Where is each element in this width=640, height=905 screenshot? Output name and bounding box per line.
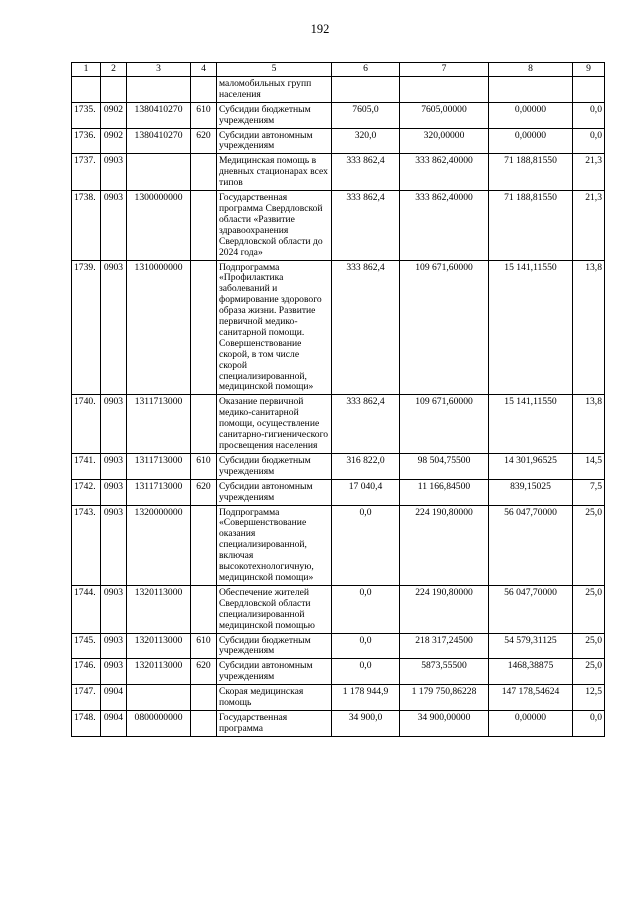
- item-name-cell: Субсидии бюджетным учреждениям: [217, 102, 332, 128]
- executed-amount-cell: 1468,38875: [489, 659, 573, 685]
- row-number-cell: 1740.: [72, 395, 101, 454]
- approved-amount-cell: 333 862,4: [332, 154, 400, 191]
- budget-plan-cell: 224 190,80000: [400, 505, 489, 585]
- expense-type-cell: [191, 154, 217, 191]
- section-code-cell: 0903: [101, 479, 127, 505]
- section-code-cell: 0902: [101, 102, 127, 128]
- table-row: [72, 633, 605, 659]
- expense-type-cell: [191, 191, 217, 260]
- executed-amount-cell: 839,15025: [489, 479, 573, 505]
- executed-amount-cell: 15 141,11550: [489, 395, 573, 454]
- executed-amount-cell: 0,00000: [489, 128, 573, 154]
- approved-amount-cell: 333 862,4: [332, 191, 400, 260]
- item-name-cell: Государственная программа: [217, 710, 332, 736]
- approved-amount-cell: 0,0: [332, 585, 400, 633]
- row-number-cell: 1746.: [72, 659, 101, 685]
- executed-amount-cell: 0,00000: [489, 102, 573, 128]
- table-row: [72, 154, 605, 191]
- executed-amount-cell: 0,00000: [489, 710, 573, 736]
- row-number-cell: 1743.: [72, 505, 101, 585]
- approved-amount-cell: 333 862,4: [332, 395, 400, 454]
- row-number-cell: 1738.: [72, 191, 101, 260]
- item-name-cell: Субсидии бюджетным учреждениям: [217, 633, 332, 659]
- table-row: [72, 710, 605, 736]
- item-name-cell: Оказание первичной медико-санитарной помощи, осуществление санитарно-гигиенического просвещения населения: [217, 395, 332, 454]
- budget-plan-cell: 1 179 750,86228: [400, 685, 489, 711]
- row-number-cell: 1744.: [72, 585, 101, 633]
- expense-type-cell: 610: [191, 102, 217, 128]
- section-code-cell: 0902: [101, 128, 127, 154]
- row-number-cell: 1736.: [72, 128, 101, 154]
- table-row: [72, 191, 605, 260]
- execution-percent-cell: 0,0: [573, 128, 605, 154]
- item-name-cell: Субсидии автономным учреждениям: [217, 479, 332, 505]
- section-code-cell: [101, 76, 127, 102]
- table-row: [72, 128, 605, 154]
- row-number-cell: 1741.: [72, 453, 101, 479]
- execution-percent-cell: 13,8: [573, 260, 605, 395]
- expense-type-cell: [191, 76, 217, 102]
- budget-plan-cell: 333 862,40000: [400, 154, 489, 191]
- item-name-cell: Субсидии бюджетным учреждениям: [217, 453, 332, 479]
- expense-type-cell: 610: [191, 453, 217, 479]
- header-cell: 9: [573, 63, 605, 77]
- row-number-cell: 1737.: [72, 154, 101, 191]
- target-article-cell: 1320113000: [127, 633, 191, 659]
- section-code-cell: 0903: [101, 633, 127, 659]
- section-code-cell: 0903: [101, 260, 127, 395]
- target-article-cell: 0800000000: [127, 710, 191, 736]
- expense-type-cell: 620: [191, 659, 217, 685]
- section-code-cell: 0903: [101, 659, 127, 685]
- target-article-cell: 1320000000: [127, 505, 191, 585]
- budget-plan-cell: 224 190,80000: [400, 585, 489, 633]
- item-name-cell: Обеспечение жителей Свердловской области специализированной медицинской помощью: [217, 585, 332, 633]
- header-row: [72, 63, 605, 77]
- budget-plan-cell: 333 862,40000: [400, 191, 489, 260]
- budget-plan-cell: 11 166,84500: [400, 479, 489, 505]
- item-name-cell: Государственная программа Свердловской области «Развитие здравоохранения Свердловской области до 2024 года»: [217, 191, 332, 260]
- execution-percent-cell: 0,0: [573, 710, 605, 736]
- expense-type-cell: [191, 505, 217, 585]
- execution-percent-cell: 25,0: [573, 585, 605, 633]
- target-article-cell: [127, 685, 191, 711]
- expense-type-cell: 620: [191, 128, 217, 154]
- executed-amount-cell: 15 141,11550: [489, 260, 573, 395]
- header-cell: 4: [191, 63, 217, 77]
- table-row: [72, 453, 605, 479]
- row-number-cell: 1748.: [72, 710, 101, 736]
- table-row: [72, 76, 605, 102]
- approved-amount-cell: 0,0: [332, 505, 400, 585]
- budget-plan-cell: 320,00000: [400, 128, 489, 154]
- table-row: [72, 260, 605, 395]
- target-article-cell: 1300000000: [127, 191, 191, 260]
- item-name-cell: Подпрограмма «Совершенствование оказания специализированной, включая высокотехнологичную, медицинской помощи»: [217, 505, 332, 585]
- target-article-cell: [127, 154, 191, 191]
- section-code-cell: 0904: [101, 685, 127, 711]
- execution-percent-cell: [573, 76, 605, 102]
- expense-type-cell: 610: [191, 633, 217, 659]
- approved-amount-cell: [332, 76, 400, 102]
- target-article-cell: 1311713000: [127, 395, 191, 454]
- execution-percent-cell: 12,5: [573, 685, 605, 711]
- header-cell: 8: [489, 63, 573, 77]
- header-cell: 2: [101, 63, 127, 77]
- table-row: [72, 585, 605, 633]
- section-code-cell: 0903: [101, 505, 127, 585]
- approved-amount-cell: 1 178 944,9: [332, 685, 400, 711]
- budget-plan-cell: 218 317,24500: [400, 633, 489, 659]
- budget-plan-cell: 98 504,75500: [400, 453, 489, 479]
- header-cell: 1: [72, 63, 101, 77]
- approved-amount-cell: 316 822,0: [332, 453, 400, 479]
- execution-percent-cell: 13,8: [573, 395, 605, 454]
- execution-percent-cell: 0,0: [573, 102, 605, 128]
- expense-type-cell: [191, 585, 217, 633]
- execution-percent-cell: 21,3: [573, 191, 605, 260]
- section-code-cell: 0904: [101, 710, 127, 736]
- row-number-cell: 1747.: [72, 685, 101, 711]
- item-name-cell: маломобильных групп населения: [217, 76, 332, 102]
- table-row: [72, 479, 605, 505]
- approved-amount-cell: 0,0: [332, 633, 400, 659]
- budget-plan-cell: 109 671,60000: [400, 395, 489, 454]
- executed-amount-cell: 71 188,81550: [489, 191, 573, 260]
- budget-plan-cell: 109 671,60000: [400, 260, 489, 395]
- section-code-cell: 0903: [101, 585, 127, 633]
- section-code-cell: 0903: [101, 154, 127, 191]
- header-cell: 3: [127, 63, 191, 77]
- expense-type-cell: [191, 395, 217, 454]
- target-article-cell: 1320113000: [127, 659, 191, 685]
- target-article-cell: 1380410270: [127, 102, 191, 128]
- budget-plan-cell: 5873,55500: [400, 659, 489, 685]
- section-code-cell: 0903: [101, 453, 127, 479]
- row-number-cell: 1735.: [72, 102, 101, 128]
- item-name-cell: Скорая медицинская помощь: [217, 685, 332, 711]
- executed-amount-cell: 14 301,96525: [489, 453, 573, 479]
- item-name-cell: Подпрограмма «Профилактика заболеваний и формирование здорового образа жизни. Развитие первичной медико-санитарной помощи. Совершенствование скорой, в том числе скорой специализированной, медицинской помощи»: [217, 260, 332, 395]
- item-name-cell: Субсидии автономным учреждениям: [217, 128, 332, 154]
- executed-amount-cell: 147 178,54624: [489, 685, 573, 711]
- target-article-cell: 1320113000: [127, 585, 191, 633]
- header-cell: 7: [400, 63, 489, 77]
- executed-amount-cell: 71 188,81550: [489, 154, 573, 191]
- target-article-cell: 1311713000: [127, 453, 191, 479]
- expense-type-cell: [191, 710, 217, 736]
- execution-percent-cell: 7,5: [573, 479, 605, 505]
- target-article-cell: [127, 76, 191, 102]
- executed-amount-cell: 56 047,70000: [489, 505, 573, 585]
- row-number-cell: 1742.: [72, 479, 101, 505]
- expense-type-cell: [191, 260, 217, 395]
- page-number: 192: [310, 22, 330, 36]
- execution-percent-cell: 25,0: [573, 505, 605, 585]
- row-number-cell: 1739.: [72, 260, 101, 395]
- table-row: [72, 659, 605, 685]
- execution-percent-cell: 21,3: [573, 154, 605, 191]
- budget-plan-cell: [400, 76, 489, 102]
- section-code-cell: 0903: [101, 191, 127, 260]
- target-article-cell: 1311713000: [127, 479, 191, 505]
- approved-amount-cell: 34 900,0: [332, 710, 400, 736]
- approved-amount-cell: 17 040,4: [332, 479, 400, 505]
- approved-amount-cell: 0,0: [332, 659, 400, 685]
- budget-plan-cell: 34 900,00000: [400, 710, 489, 736]
- target-article-cell: 1310000000: [127, 260, 191, 395]
- execution-percent-cell: 25,0: [573, 633, 605, 659]
- table-row: [72, 102, 605, 128]
- table-row: [72, 505, 605, 585]
- header-cell: 6: [332, 63, 400, 77]
- expense-type-cell: 620: [191, 479, 217, 505]
- executed-amount-cell: [489, 76, 573, 102]
- row-number-cell: 1745.: [72, 633, 101, 659]
- execution-percent-cell: 14,5: [573, 453, 605, 479]
- row-number-cell: [72, 76, 101, 102]
- expense-type-cell: [191, 685, 217, 711]
- approved-amount-cell: 320,0: [332, 128, 400, 154]
- item-name-cell: Субсидии автономным учреждениям: [217, 659, 332, 685]
- budget-plan-cell: 7605,00000: [400, 102, 489, 128]
- table-row: [72, 395, 605, 454]
- section-code-cell: 0903: [101, 395, 127, 454]
- approved-amount-cell: 333 862,4: [332, 260, 400, 395]
- header-cell: 5: [217, 63, 332, 77]
- item-name-cell: Медицинская помощь в дневных стационарах всех типов: [217, 154, 332, 191]
- approved-amount-cell: 7605,0: [332, 102, 400, 128]
- budget-table: [71, 62, 605, 737]
- target-article-cell: 1380410270: [127, 128, 191, 154]
- execution-percent-cell: 25,0: [573, 659, 605, 685]
- executed-amount-cell: 56 047,70000: [489, 585, 573, 633]
- table-row: [72, 685, 605, 711]
- table-body: [72, 76, 605, 736]
- executed-amount-cell: 54 579,31125: [489, 633, 573, 659]
